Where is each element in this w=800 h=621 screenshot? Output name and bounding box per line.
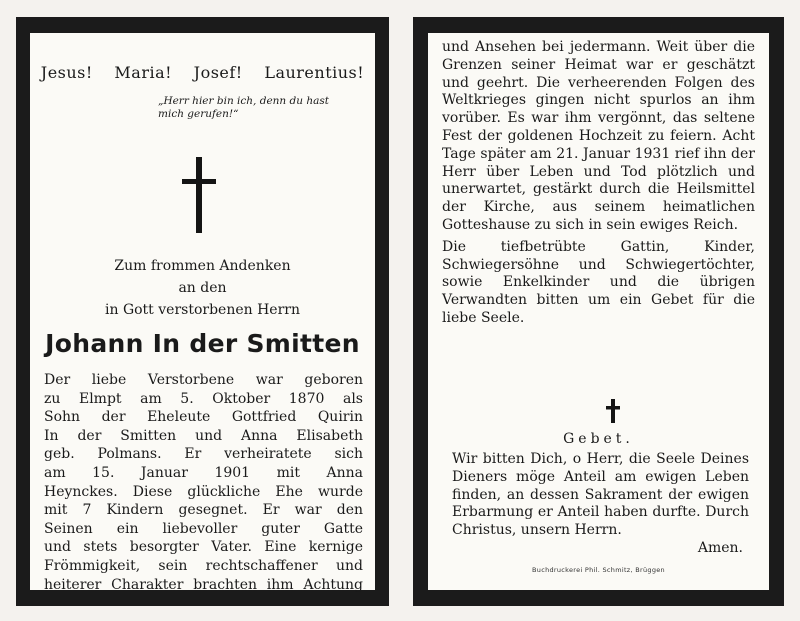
biography-continued — [442, 39, 755, 332]
invocation-heading: Jesus! Maria! Josef! Laurentius! — [40, 63, 365, 82]
bio-line: am 15. Januar 1901 mit Anna — [44, 464, 363, 481]
bio-line: heiterer Charakter brachten ihm Achtung — [44, 576, 363, 593]
biography-paragraph: und Ansehen bei jedermann. Weit über die Grenzen seiner Heimat war er geschätzt und geehrt. Die verheerenden Folgen des Weltkrieges gingen nicht spurlos an ihm vorüber. Es war ihm vergönnt, das seltene Fest der goldenen Hochzeit zu feiern. Acht Tage später am 21. Januar 1931 rief ihn der Herr über Leben und Tod plötzlich und unerwartet, gestärkt durch die Heilsmittel der Kirche, aus seinem heimatlichen Gotteshause zu sich in sein ewiges Reich. — [442, 39, 755, 233]
bio-line: Sohn der Eheleute Gottfried Quirin — [44, 409, 363, 426]
card-right-paper — [428, 33, 769, 590]
card-left-paper — [30, 33, 375, 593]
bio-line: zu Elmpt am 5. Oktober 1870 als — [44, 390, 363, 407]
prayer-text: Wir bitten Dich, o Herr, die Seele Deines Dieners möge Anteil am ewigen Leben finden, an dessen Sakrament der ewigen Erbarmung er Anteil haben durfte. Durch Christus, unsern Herrn. — [452, 451, 749, 539]
bio-line: Heynckes. Diese glückliche Ehe wurde — [44, 483, 363, 500]
bio-line: Der liebe Verstorbene war geboren — [44, 372, 363, 388]
bio-line: Seinen ein liebevoller guter Gatte — [44, 520, 363, 537]
deceased-name: Johann In der Smitten — [45, 329, 360, 358]
cross-icon — [606, 399, 620, 423]
bio-line: und stets besorgter Vater. Eine kernige — [44, 539, 363, 556]
bio-line: In der Smitten und Anna Elisabeth — [44, 427, 363, 444]
printer-imprint: Buchdruckerei Phil. Schmitz, Brüggen — [532, 566, 665, 574]
memorial-line: in Gott verstorbenen Herrn — [105, 302, 300, 318]
bio-line: Frömmigkeit, sein rechtschaffener und — [44, 557, 363, 574]
cross-icon — [182, 157, 216, 233]
memorial-line: an den — [178, 280, 227, 296]
scripture-quote: „Herr hier bin ich, denn du hast mich gerufen!“ — [158, 95, 329, 120]
memorial-card-right — [413, 17, 784, 606]
memorial-dedication — [30, 255, 375, 321]
memorial-card-left — [16, 17, 389, 606]
bio-line: geb. Polmans. Er verheiratete sich — [44, 446, 363, 463]
amen-text: Amen. — [697, 540, 743, 556]
bio-line: mit 7 Kindern gesegnet. Er war den — [44, 502, 363, 519]
family-paragraph: Die tiefbetrübte Gattin, Kinder, Schwiegersöhne und Schwiegertöchter, sowie Enkelkinder und die übrigen Verwandten bitten um ein Gebet für die liebe Seele. — [442, 238, 755, 326]
biography-text — [44, 371, 363, 594]
prayer-title: Gebet. — [563, 431, 634, 447]
memorial-line: Zum frommen Andenken — [114, 258, 291, 274]
